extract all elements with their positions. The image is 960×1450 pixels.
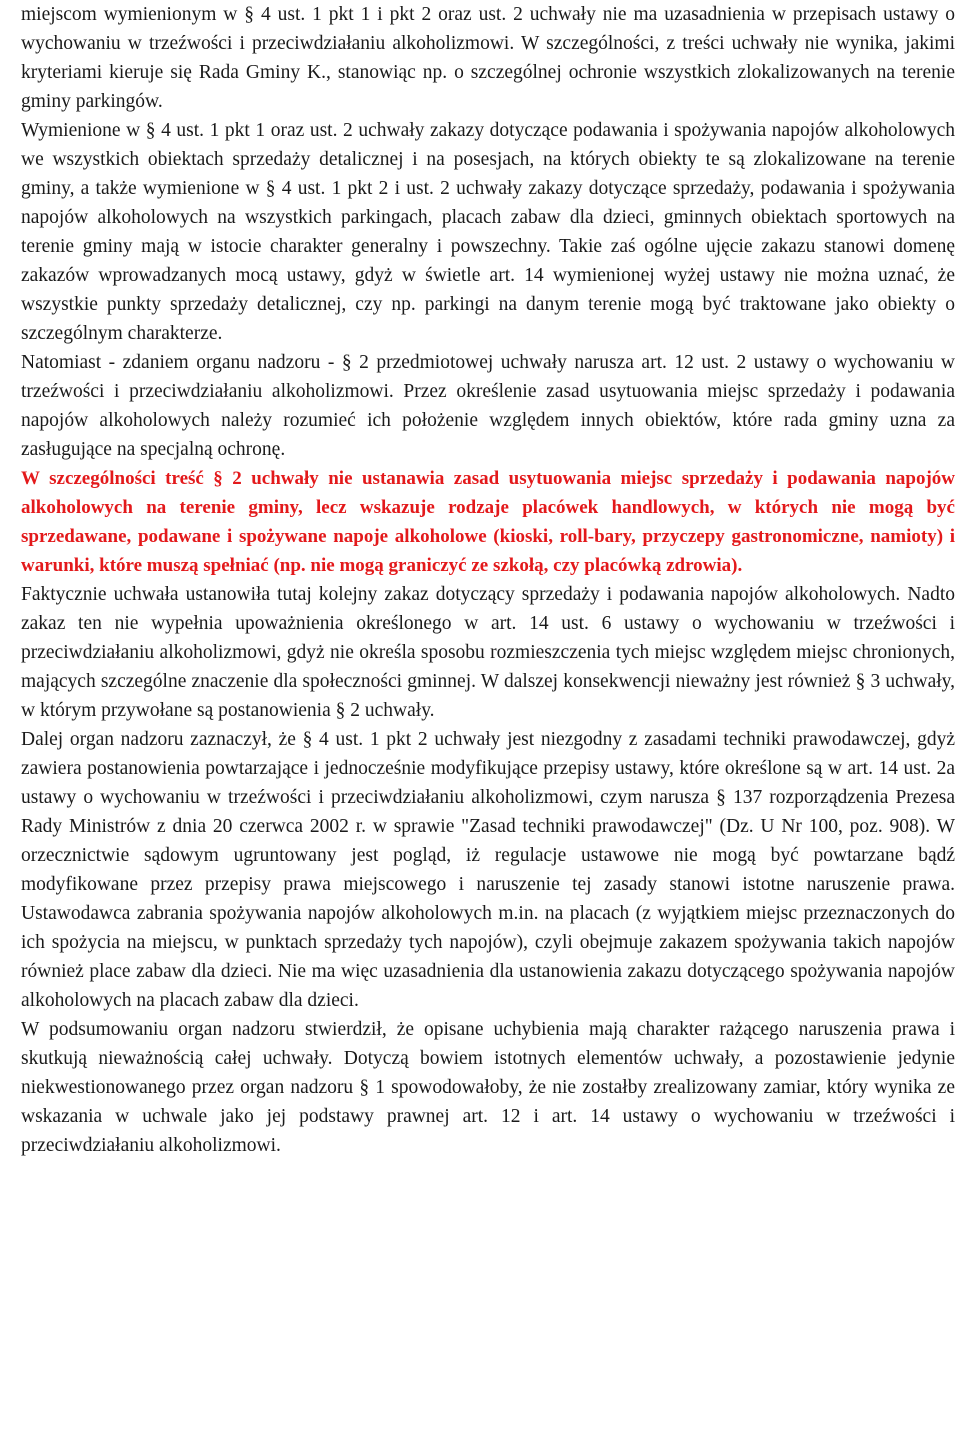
paragraph-2: Wymienione w § 4 ust. 1 pkt 1 oraz ust. 2 uchwały zakazy dotyczące podawania i spożywania napojów alkoholowych we wszystkich obiektach sprzedaży detalicznej i na posesjach, na których obiekty te są zlokalizowane na terenie gminy, a także wymienione w § 4 ust. 1 pkt 2 i ust. 2 uchwały zakazy dotyczące sprzedaży, podawania i spożywania napojów alkoholowych na wszystkich parkingach, placach zabaw dla dzieci, gminnych obiektach sportowych na terenie gminy mają w istocie charakter generalny i powszechny. Takie zaś ogólne ujęcie zakazu stanowi domenę zakazów wprowadzanych mocą ustawy, gdyż w świetle art. 14 wymienionej wyżej ustawy nie można uznać, że wszystkie punkty sprzedaży detalicznej, czy np. parkingi na danym terenie mogą być traktowane jako obiekty o szczególnym charakterze.	[21, 120, 955, 344]
paragraph-7: W podsumowaniu organ nadzoru stwierdził, że opisane uchybienia mają charakter rażącego naruszenia prawa i skutkują nieważnością całej uchwały. Dotyczą bowiem istotnych elementów uchwały, a pozostawienie jedynie niekwestionowanego przez organ nadzoru § 1 spowodowałoby, że nie zostałby zrealizowany zamiar, który wynika ze wskazania w uchwale jako jej podstawy prawnej art. 12 i art. 14 ustawy o wychowaniu w trzeźwości i przeciwdziałaniu alkoholizmowi.	[21, 1019, 955, 1156]
document-page	[21, 0, 955, 1160]
paragraph-6: Dalej organ nadzoru zaznaczył, że § 4 ust. 1 pkt 2 uchwały jest niezgodny z zasadami techniki prawodawczej, gdyż zawiera postanowienia powtarzające i jednocześnie modyfikujące przepisy ustawy, które określone są w art. 14 ust. 2a ustawy o wychowaniu w trzeźwości i przeciwdziałaniu alkoholizmowi, czym narusza § 137 rozporządzenia Prezesa Rady Ministrów z dnia 20 czerwca 2002 r. w sprawie "Zasad techniki prawodawczej" (Dz. U Nr 100, poz. 908). W orzecznictwie sądowym ugruntowany jest pogląd, iż regulacje ustawowe nie mogą być powtarzane bądź modyfikowane przez przepisy prawa miejscowego i naruszenie tej zasady stanowi istotne naruszenie prawa. Ustawodawca zabrania spożywania napojów alkoholowych m.in. na placach (z wyjątkiem miejsc przeznaczonych do ich spożycia na miejscu, w punktach sprzedaży tych napojów), czyli obejmuje zakazem spożywania takich napojów również place zabaw dla dzieci. Nie ma więc uzasadnienia dla ustanowienia zakazu dotyczącego spożywania napojów alkoholowych na placach zabaw dla dzieci.	[21, 729, 955, 1011]
paragraph-1: miejscom wymienionym w § 4 ust. 1 pkt 1 i pkt 2 oraz ust. 2 uchwały nie ma uzasadnienia w przepisach ustawy o wychowaniu w trzeźwości i przeciwdziałaniu alkoholizmowi. W szczególności, z treści uchwały nie wynika, jakimi kryteriami kieruje się Rada Gminy K., stanowiąc np. o szczególnej ochronie wszystkich zlokalizowanych na terenie gminy parkingów.	[21, 4, 955, 112]
paragraph-4-highlighted: W szczególności treść § 2 uchwały nie ustanawia zasad usytuowania miejsc sprzedaży i podawania napojów alkoholowych na terenie gminy, lecz wskazuje rodzaje placówek handlowych, w których nie mogą być sprzedawane, podawane i spożywane napoje alkoholowe (kioski, roll-bary, przyczepy gastronomiczne, namioty) i warunki, które muszą spełniać (np. nie mogą graniczyć ze szkołą, czy placówką zdrowia).	[21, 468, 955, 576]
paragraph-3: Natomiast - zdaniem organu nadzoru - § 2 przedmiotowej uchwały narusza art. 12 ust. 2 ustawy o wychowaniu w trzeźwości i przeciwdziałaniu alkoholizmowi. Przez określenie zasad usytuowania miejsc sprzedaży i podawania napojów alkoholowych należy rozumieć ich położenie względem innych obiektów, które rada gminy uzna za zasługujące na specjalną ochronę.	[21, 352, 955, 460]
paragraph-5: Faktycznie uchwała ustanowiła tutaj kolejny zakaz dotyczący sprzedaży i podawania napojów alkoholowych. Nadto zakaz ten nie wypełnia upoważnienia określonego w art. 14 ust. 6 ustawy o wychowaniu w trzeźwości i przeciwdziałaniu alkoholizmowi, gdyż nie określa sposobu rozmieszczenia tych miejsc względem miejsc chronionych, mających szczególne znaczenie dla społeczności gminnej. W dalszej konsekwencji nieważny jest również § 3 uchwały, w którym przywołane są postanowienia § 2 uchwały.	[21, 584, 955, 721]
